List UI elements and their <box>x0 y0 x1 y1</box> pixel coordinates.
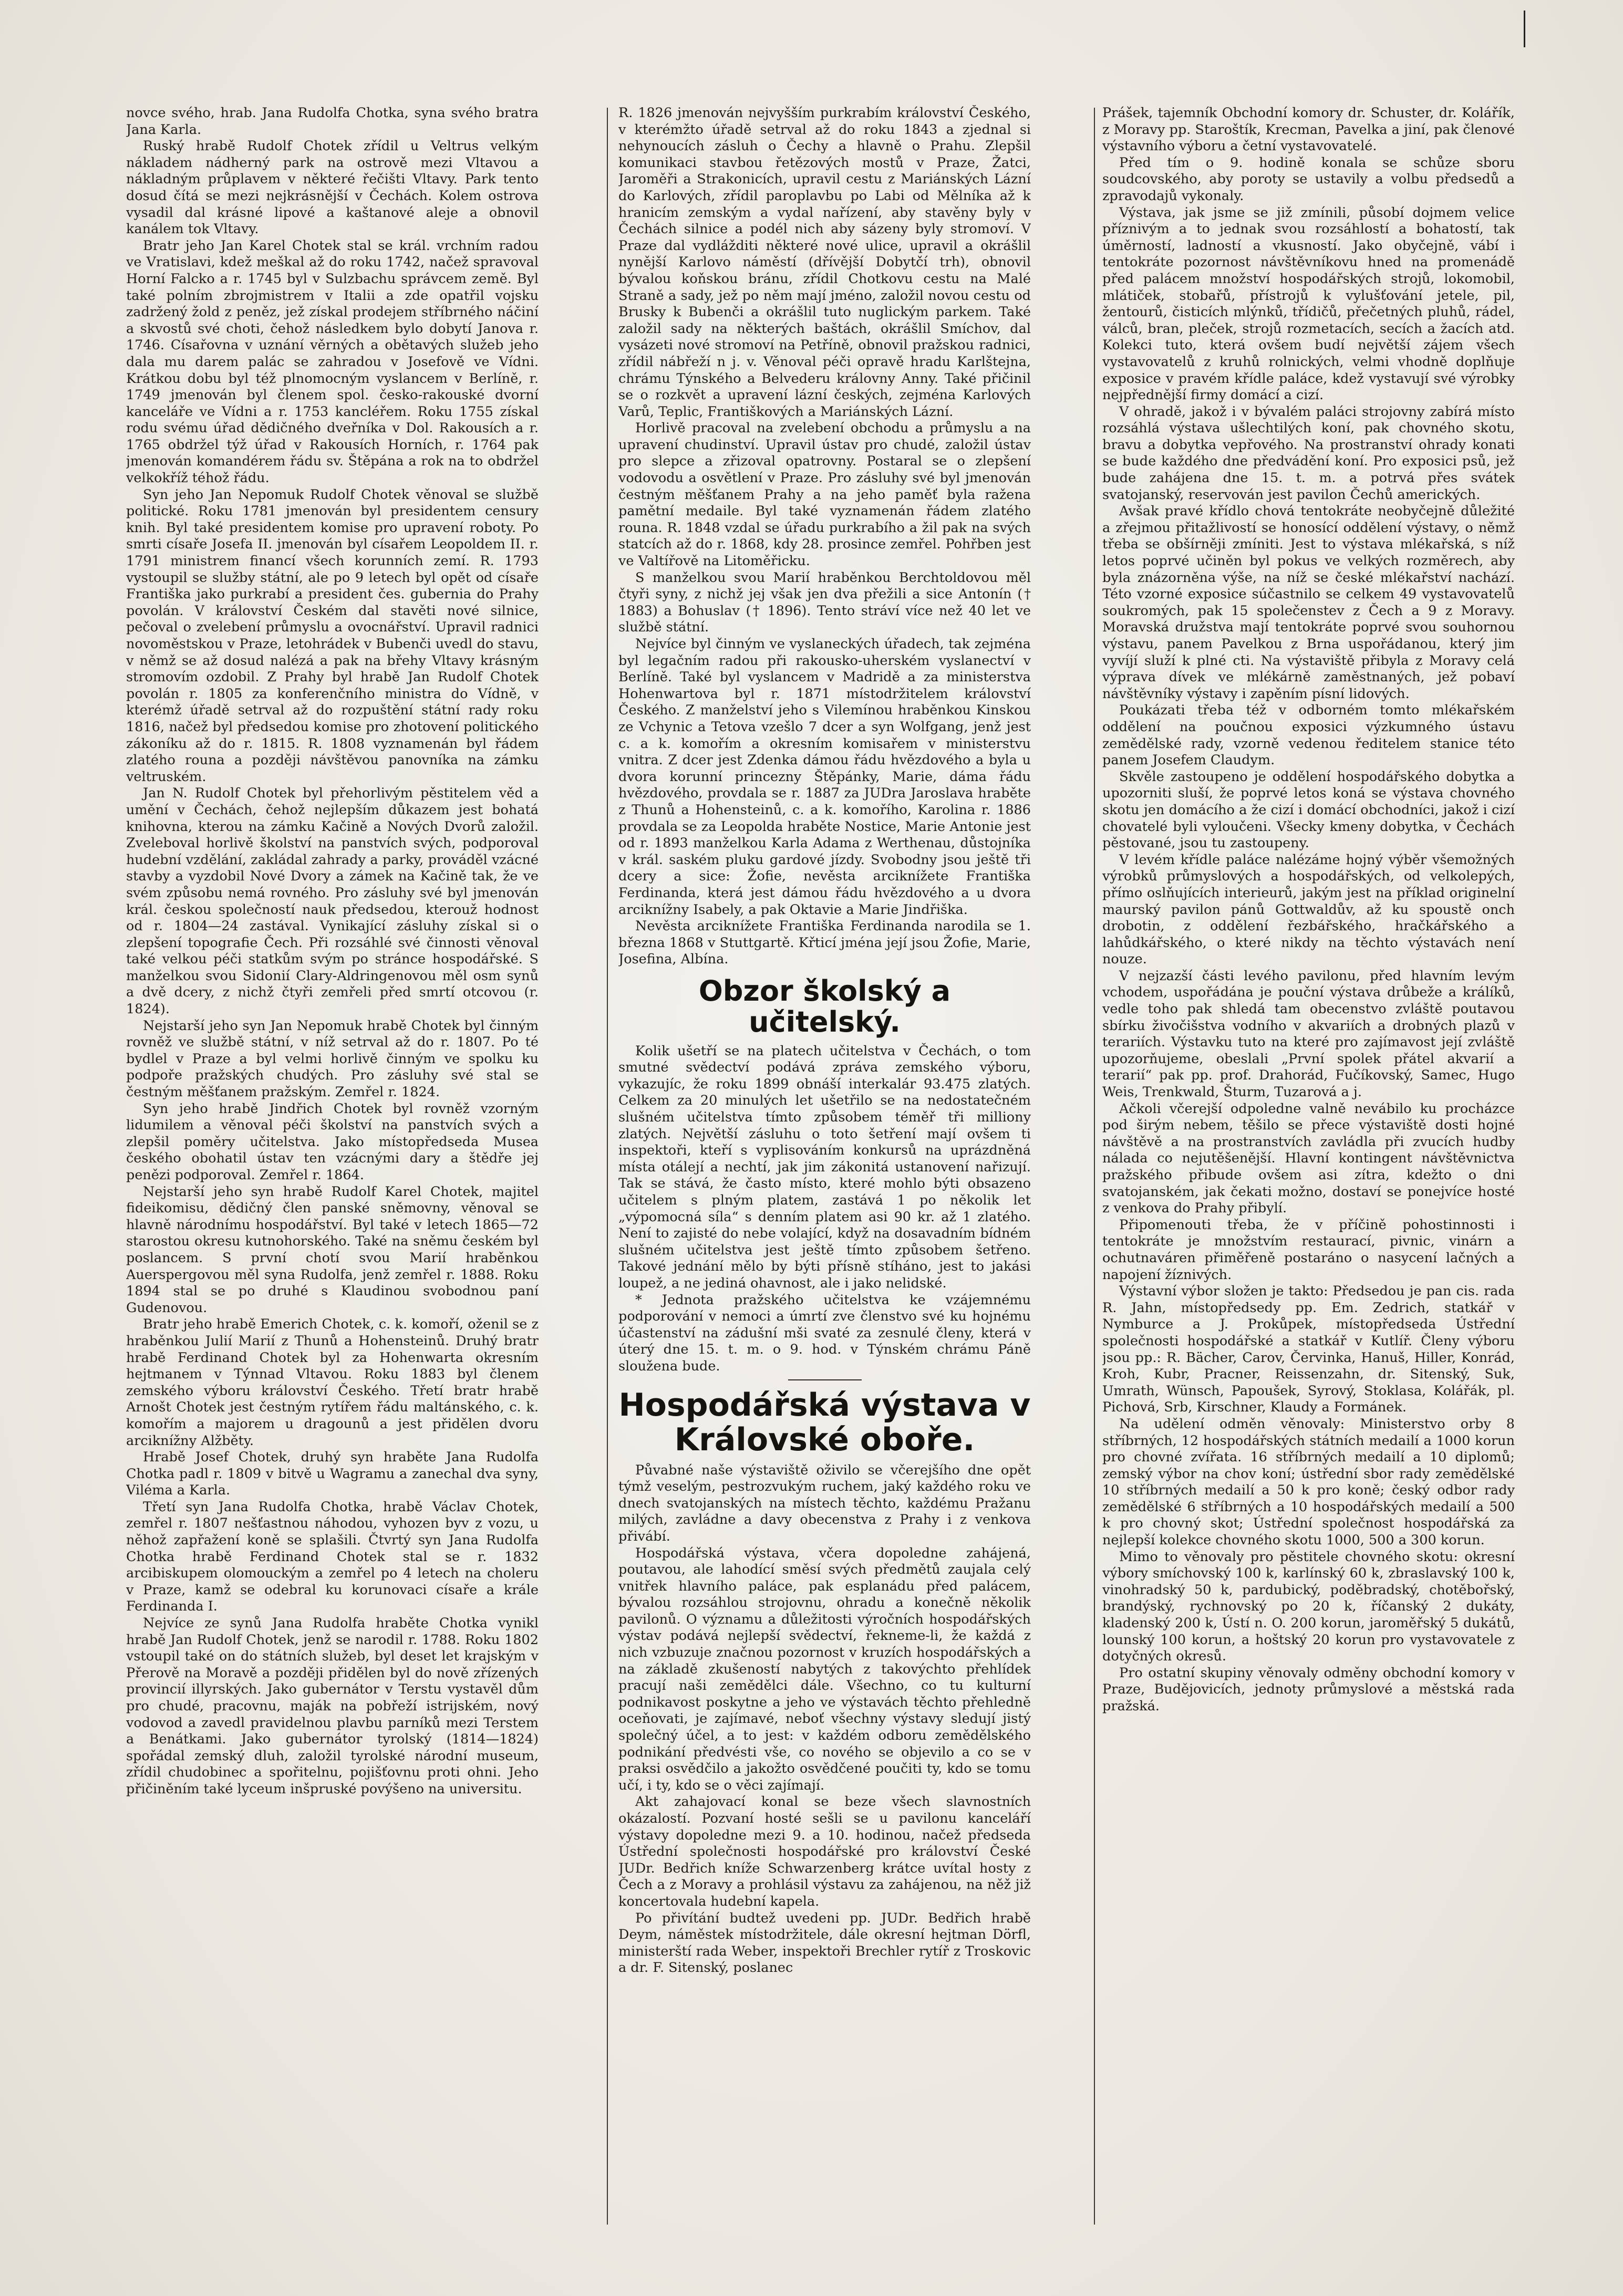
paragraph: Jan N. Rudolf Chotek byl přehorlivým pěstitelem věd a umění v Čechách, čehož nejlepším důkazem jest bohatá knihovna, kterou na zámku Kačině a Nových Dvorů založil. Zveleboval horlivě školství na panstvích svých, podporoval hudební vzdělání, zakládal zahrady a parky, prováděl vzácné stavby a vyzdobil Nové Dvory a zámek na Kačině tak, že ve svém způsobu nemá rovného. Pro zásluhy své byl jmenován král. českou společností nauk předsedou, kterouž hodnost od r. 1804—24 zastával. Vynikající zásluhy získal si o zlepšení topografie Čech. Při rozsáhlé své činnosti věnoval také velkou péči statkům svým po stránce hospodářské. S manželkou svou Sidonií Clary-Aldringenovou měl osm synů a dvě dcery, z nichž čtyři zemřeli před smrtí otcovou (r. 1824). <box>126 785 539 1017</box>
paragraph: V ohradě, jakož i v bývalém paláci strojovny zabírá místo rozsáhlá výstava ušlechtilých koní, pak chovného skotu, bravu a dobytka vepřového. Na prostranství ohrady konati se bude každého dne předvádění koní. Pro exposici psů, jež bude zahájena dne 15. t. m. a potrvá přes svátek svatojanský, reservován jest pavilon Čechů amerických. <box>1102 403 1515 503</box>
paragraph: Na udělení odměn věnovaly: Ministerstvo orby 8 stříbrných, 12 hospodářských státních medailí a 1000 korun pro chovné zvířata. 16 stříbrných medailí a 10 diplomů; zemský výbor na chov koní; ústřední sbor rady zemědělské 10 stříbrných medailí a 50 k pro koně; český odbor rady zemědělské 6 stříbrných a 10 hospodářských medailí a 500 k pro chovný skot; Ústřední společnost hospodářská za nejlepší kolekce chovného skotu 1000, 500 a 300 korun. <box>1102 1416 1515 1549</box>
paragraph: Skvěle zastoupeno je oddělení hospodářského dobytka a upozorniti sluší, že poprvé letos koná se výstava chovného skotu jen domácího a že cizí i domácí obchodníci, jakož i cizí chovatelé byli vyloučeni. Všecky kmeny dobytka, v Čechách pěstované, jsou tu zastoupeny. <box>1102 768 1515 851</box>
paragraph: Ačkoli včerejší odpoledne valně nevábilo ku procházce pod širým nebem, těšilo se přece výstaviště dosti hojné návštěvě a na prostranstvích zavládla při zvucích hudby nálada co nejutěšenější. Hlavní kontingent návštěvnictva pražského přibude ovšem asi zítra, kdežto o dni svatojanském, jak čekati možno, dostaví se ponejvíce hosté z venkova do Prahy přibylí. <box>1102 1100 1515 1217</box>
paragraph: Pro ostatní skupiny věnovaly odměny obchodní komory v Praze, Budějovicích, jednoty průmyslové a městská rada pražská. <box>1102 1665 1515 1714</box>
paragraph: Syn jeho hrabě Jindřich Chotek byl rovněž vzorným lidumilem a věnoval péči školství na panstvích svých a zlepšil poměry učitelstva. Jako místopředseda Musea českého obohatil ústav ten vzácnými dary a štědře jej penězi podporoval. Zemřel r. 1864. <box>126 1100 539 1183</box>
paragraph: Poukázati třeba též v odborném tomto mlékařském oddělení na poučnou exposici výzkumného ústavu zemědělské rady, vzorně vedenou ředitelem stanice této panem Josefem Claudym. <box>1102 702 1515 768</box>
paragraph: S manželkou svou Marií hraběnkou Berchtoldovou měl čtyři syny, z nichž jej však jen dva přežili a sice Antonín († 1883) a Bohuslav († 1896). Tento stráví více než 40 let ve službě státní. <box>618 569 1031 636</box>
paragraph: Výstavní výbor složen je takto: Předsedou je pan cis. rada R. Jahn, místopředsedy pp. Em. Zedrich, statkář v Nymburce a J. Prokůpek, místopředseda Ústřední společnosti hospodářské a statkář v Kutlíř. Členy výboru jsou pp.: R. Bächer, Carov, Červinka, Hanuš, Hiller, Konrád, Kroh, Kubr, Pracner, Reissenzahn, dr. Sitenský, Suk, Umrath, Wünsch, Papoušek, Syrový, Stoklasa, Kolářák, pl. Pichová, Srb, Kirschner, Klaudy a Formánek. <box>1102 1283 1515 1416</box>
divider <box>788 1379 862 1380</box>
paragraph: Akt zahajovací konal se beze všech slavnostních okázalostí. Pozvaní hosté sešli se u pavilonu kanceláří výstavy dopoledne mezi 9. a 10. hodinou, načež předseda Ústřední společnosti hospodářské pro království České JUDr. Bedřich kníže Schwarzenberg krátce uvítal hosty z Čech a z Moravy a prohlásil výstavu za zahájenou, na něž již koncertovala hudební kapela. <box>618 1794 1031 1909</box>
paragraph: Nejstarší jeho syn hrabě Rudolf Karel Chotek, majitel fideikomisu, dědičný člen panské sněmovny, věnoval se hlavně národnímu hospodářství. Byl také v letech 1865—72 starostou okresu kutnohorského. Také na sněmu českém byl poslancem. S první chotí svou Marií hraběnkou Auerspergovou měl syna Rudolfa, jenž zemřel r. 1888. Roku 1894 stal se po druhé s Klaudinou svobodnou paní Gudenovou. <box>126 1183 539 1316</box>
paragraph: V levém křídle paláce nalézáme hojný výběr všemožných výrobků průmyslových a hospodářských, od velkolepých, přímo oslňujících interieurů, jakým jest na příklad originelní maurský pavilon pánů Gottwaldův, až ku spoustě onch drobotin, z oddělení řezbářského, hračkářského a lahůdkářského, o které nikdy na těchto výstavách není nouze. <box>1102 851 1515 968</box>
paragraph: Hrabě Josef Chotek, druhý syn hraběte Jana Rudolfa Chotka padl r. 1809 v bitvě u Wagramu a zanechal dva syny, Viléma a Karla. <box>126 1449 539 1499</box>
paragraph: Kolik ušetří se na platech učitelstva v Čechách, o tom smutné svědectví podává zpráva zemského výboru, vykazujíc, že roku 1899 obnáší interkalár 93.475 zlatých. Celkem za 20 minulých let ušetřilo se na nedostatečném slušném učitelstva tímto způsobem téměř tři milliony zlatých. Největší zásluhu o toto šetření mají ovšem ti inspektoři, kteří s vyplisováním konkursů na uprázdněná místa otálejí a nechtí, jak jim zákonitá ustanovení nařizují. Tak se stává, že často místo, které mohlo býti obsazeno učitelem s plným platem, zastává 1 po několik let „výpomocná síla“ s denním platem asi 90 kr. až 1 zlatého. Není to zajisté do nebe volající, když na dosavadním bídném slušném učitelstva jest ještě tímto způsobem šetřeno. Takové jednání mělo by býti přísně stíháno, jest to jakási loupež, a ne jediná ohavnost, ale i jako nelidské. <box>618 1043 1031 1291</box>
paragraph: novce svého, hrab. Jana Rudolfa Chotka, syna svého bratra Jana Karla. <box>126 105 539 138</box>
paragraph: Nejvíce ze synů Jana Rudolfa hraběte Chotka vynikl hrabě Jan Rudolf Chotek, jenž se narodil r. 1788. Roku 1802 vstoupil také on do státních služeb, byl deset let krajským v Přerově na Moravě a později přidělen byl do nově zřízených provincií illyrských. Jako gubernátor v Terstu vystavěl dům pro chudé, pracovnu, maják na pobřeží istrijském, nový vodovod a zavedl pravidelnou plavbu parníků mezi Terstem a Benátkami. Jako gubernátor tyrolský (1814—1824) spořádal zemský dluh, založil tyrolské národní museum, zřídil chudobinec a spořitelnu, pojišťovnu proti ohni. Jeho přičiněním také lyceum inšpruské povýšeno na universitu. <box>126 1615 539 1797</box>
paragraph: Nejvíce byl činným ve vyslaneckých úřadech, tak zejména byl legačním radou při rakousko-uherském vyslanectví v Berlíně. Také byl vyslancem v Madridě a za ministerstva Hohenwartova byl r. 1871 místodržitelem království Českého. Z manželství jeho s Vilemínou hraběnkou Kinskou ze Vchynic a Tetova vzešlo 7 dcer a syn Wolfgang, jenž jest c. a k. komořím a okresním komisařem v ministerstvu vnitra. Z dcer jest Zdenka dámou řádu hvězdového a byla u dvora korunní princezny Štěpánky, Marie, dáma řádu hvězdového, provdala se r. 1887 za JUDra Jaroslava hraběte z Thunů a Hohensteinů, c. a k. komořího, Karolina r. 1886 provdala se za Leopolda hraběte Nostice, Marie Antonie jest od r. 1893 manželkou Karla Adama z Werthenau, důstojníka v král. saském pluku gardové jízdy. Svobodny jsou ještě tři dcery a sice: Žofie, nevěsta arciknížete Františka Ferdinanda, která jest dámou řádu hvězdového a u dvora arciknížny Isabely, a pak Oktavie a Marie Jindřiška. <box>618 636 1031 918</box>
column-rule <box>1094 108 1095 2225</box>
section-heading-school: Obzor školský a učitelský. <box>698 974 951 1039</box>
paragraph: * Jednota pražského učitelstva ke vzájemnému podporování v nemoci a úmrtí zve členstvo své ku hojnému účastenství na zádušní mši svaté za zesnulé členy, která v úterý dne 15. t. m. o 9. hod. v Týnském chrámu Páně sloužena bude. <box>618 1292 1031 1374</box>
paragraph: V nejzazší části levého pavilonu, před hlavním levým vchodem, uspořádána je pouční výstava drůbeže a králíků, vedle toho pak shledá tam obecenstvo zvláště poutavou sbírku živočišstva vodního v akvariích a drobných plazů v terariích. Výstavku tuto na které pro zajímavost její zvláště upozorňujeme, obeslali „První spolek přátel akvarií a terarií“ pak pp. prof. Drahorád, Fučíkovský, Samec, Hugo Weis, Trenkwald, Šturm, Tuzarová a j. <box>1102 968 1515 1100</box>
paragraph: Horlivě pracoval na zvelebení obchodu a průmyslu a na upravení chudinství. Upravil ústav pro chudé, založil ústav pro slepce a zřizoval opatrovny. Postaral se o zlepšení vodovodu a osvětlení v Praze. Pro zásluhy své byl jmenován čestným měšťanem Prahy a na jeho paměť byla ražena pamětní medaile. Byl také vyznamenán řádem zlatého rouna. R. 1848 vzdal se úřadu purkrabího a žil pak na svých statcích až do r. 1868, kdy 28. prosince zemřel. Pohřben jest ve Valtířově na Litoměřicku. <box>618 420 1031 569</box>
paragraph: Bratr jeho hrabě Emerich Chotek, c. k. komoří, oženil se z hraběnkou Julií Marií z Thunů a Hohensteinů. Druhý bratr hrabě Ferdinand Chotek byl za Hohenwarta okresním hejtmanem v Týnnad Vltavou. Roku 1883 byl členem zemského výboru království Českého. Třetí bratr hrabě Arnošt Chotek jest čestným rytířem řádu maltánského, c. k. komořím a majorem u dragounů a jest přidělen dvoru arciknížny Alžběty. <box>126 1316 539 1449</box>
paragraph: Bratr jeho Jan Karel Chotek stal se král. vrchním radou ve Vratislavi, kdež meškal až do roku 1742, načež spravoval Horní Falcko a r. 1745 byl v Sulzbachu správcem země. Byl také polním zbrojmistrem v Italii a zde opatřil vojsku zadržený žold z peněz, jež získal prodejem stříbrného náčiní a skvostů své choti, čehož následkem bylo dobytí Janova r. 1746. Císařovna v uznání věrných a obětavých služeb jeho dala mu darem palác se zahradou v Josefově ve Vídni. Krátkou dobu byl též plnomocným vyslancem v Berlíně, r. 1749 jmenován byl členem spol. česko-rakouské dvorní kanceláře ve Vídni a r. 1753 kancléřem. Roku 1755 získal rodu svému úřad dědičného dveřníka v Dol. Rakousích a r. 1765 obdržel týž úřad v Rakousích Horních, r. 1764 pak jmenován komandérem řádu sv. Štěpána a rok na to obdržel velkokříž téhož řádu. <box>126 237 539 486</box>
column-middle <box>618 105 1031 2227</box>
paragraph: Prášek, tajemník Obchodní komory dr. Schuster, dr. Kolářík, z Moravy pp. Staroštík, Krecman, Pavelka a jiní, pak členové výstavního výboru a četní vystavovatelé. <box>1102 105 1515 154</box>
paragraph: Syn jeho Jan Nepomuk Rudolf Chotek věnoval se službě politické. Roku 1781 jmenován byl presidentem censury knih. Byl také presidentem komise pro upravení roboty. Po smrti císaře Josefa II. jmenován byl císařem Leopoldem II. r. 1791 ministrem financí všech korunních zemí. R. 1793 vystoupil se služby státní, ale po 9 letech byl opět od císaře Františka jako purkrabí a president čes. gubernia do Prahy povolán. V království Českém dal stavěti nové silnice, pečoval o zvelebení průmyslu a ovocnářství. Upravil radnici novoměstskou v Praze, letohrádek v Bubenči uvedl do stavu, v němž se až dosud nalézá a pak na břehy Vltavy krásným stromovím ozdobil. Z Prahy byl hrabě Jan Rudolf Chotek povolán r. 1805 za konferenčního ministra do Vídně, v kterémž úřadě setrval až do rozpuštění státní rady roku 1816, načež byl předsedou komise pro zhotovení politického zákoníku až do r. 1815. R. 1808 vyznamenán byl řádem zlatého rouna a později návštěvou panovníka na zámku veltruském. <box>126 486 539 785</box>
column-left <box>126 105 539 2227</box>
column-rule <box>607 108 608 2225</box>
paragraph: Výstava, jak jsme se již zmínili, působí dojmem velice příznivým a to jednak svou rozsáhlostí a bohatostí, tak úměrností, ladností a vkusností. Jako obyčejně, vábí i tentokráte pozornost návštěvníkovu hned na promenádě před palácem množství hospodářských strojů, lokomobil, mlátiček, stobařů, přístrojů k vylušťování jetele, pil, žentourů, čisticích mlýnků, třídičů, přečetných pluhů, rádel, válců, bran, pleček, strojů rozmetacích, secích a žacích atd. Kolekci tuto, která ovšem budí největší zájem všech vystavovatelů z kruhů rolnických, velmi vhodně doplňuje exposice v pravém křídle paláce, kdež vystavují své výrobky nejpřednější firmy domácí a cizí. <box>1102 204 1515 403</box>
paragraph: Před tím o 9. hodině konala se schůze sboru soudcovského, aby poroty se ustavily a volbu předsedů a zpravodajů vykonaly. <box>1102 154 1515 204</box>
column-right <box>1102 105 1515 2227</box>
paragraph: Nejstarší jeho syn Jan Nepomuk hrabě Chotek byl činným rovněž ve službě státní, v níž setrval až do r. 1807. Po té bydlel v Praze a byl velmi horlivě činným ve spolku ku podpoře pražských chudých. Pro zásluhy své stal se čestným měšťanem pražským. Zemřel r. 1824. <box>126 1017 539 1100</box>
paragraph: Po přivítání budtež uvedeni pp. JUDr. Bedřich hrabě Deym, náměstek místodržitele, dále okresní hejtman Dörfl, ministerští rada Weber, inspektoři Brechler rytíř z Troskovic a dr. F. Sitenský, poslanec <box>618 1910 1031 1976</box>
paragraph: Nevěsta arciknížete Františka Ferdinanda narodila se 1. března 1868 v Stuttgartě. Křticí jména její jsou Žofie, Marie, Josefina, Albína. <box>618 918 1031 968</box>
section-heading-exhibition: Hospodářská výstava v Královské oboře. <box>618 1386 1031 1458</box>
paragraph: Avšak pravé křídlo chová tentokráte neobyčejně důležité a zřejmou přitažlivostí se honosící oddělení výstavy, o němž třeba se obšírněji zmíniti. Jest to výstava mlékařská, s níž letos poprvé učiněn byl pokus ve velkých rozměrech, aby byla znázorněna výše, na níž se české mlékařství nachází. Této vzorné exposice súčastnilo se celkem 49 vystavovatelů soukromých, pak 15 společenstev z Čech a 9 z Moravy. Moravská družstva mají tentokráte poprvé svou souhornou výstavu, panem Pavelkou z Brna uspořádanou, který jim vyvíjí služí k plné cti. Na výstaviště přibyla z Moravy celá výprava dívek ve mlékárně zaměstnaných, jež pobaví návštěvníky výstavy i zapěním písní lidových. <box>1102 503 1515 702</box>
paragraph: Půvabné naše výstaviště oživilo se včerejšího dne opět týmž veselým, pestrozvukým ruchem, jaký každého roku ve dnech svatojanských na místech těchto, každému Pražanu milých, zavládne a davy obecenstva z Prahy i z venkova přivábí. <box>618 1462 1031 1544</box>
paragraph: R. 1826 jmenován nejvyšším purkrabím království Českého, v kterémžto úřadě setrval až do roku 1843 a zjednal si nehynoucích zásluh o Čechy a hlavně o Prahu. Zlepšil komunikaci stavbou řetězových mostů v Praze, Žatci, Jaroměři a Strakonicích, upravil cestu z Mariánských Lázní do Karlových, zřídil paroplavbu po Labi od Mělníka až k hranicím zemským a vydal nařízení, aby stavěny byly v Čechách silnice a podél nich aby sázeny byly stromoví. V Praze dal vydlážditi některé nové ulice, upravil a okrášlil nynější Karlovo náměstí (dřívější Dobytčí trh), obnovil bývalou koňskou bránu, zřídil Chotkovu cestu na Malé Straně a sady, jež po něm mají jméno, založil novou cestu od Brusky k Bubenči a okrášlil tuto nuglickým parkem. Také založil sady na některých baštách, okrášlil Smíchov, dal vysázeti nové stromoví na Petříně, obnovil pražskou radnici, zřídil nábřeží n j. v. Věnoval péči opravě hradu Karlštejna, chrámu Týnského a Belvederu královny Anny. Také přičinil se o rozkvět a upravení lázní českých, zejména Karlových Varů, Teplic, Františkových a Mariánských Lázní. <box>618 105 1031 420</box>
page-edge-mark <box>1524 11 1525 47</box>
paragraph: Třetí syn Jana Rudolfa Chotka, hrabě Václav Chotek, zemřel r. 1807 nešťastnou náhodou, vyhozen byv z vozu, u něhož zapřažení koně se splašili. Čtvrtý syn Jana Rudolfa Chotka hrabě Ferdinand Chotek stal se r. 1832 arcibiskupem olomouckým a zemřel po 4 letech na choleru v Praze, kamž se odebral ku korunovaci císaře a krále Ferdinanda I. <box>126 1499 539 1615</box>
paragraph: Mimo to věnovaly pro pěstitele chovného skotu: okresní výbory smíchovský 100 k, karlínský 60 k, zbraslavský 100 k, vinohradský 50 k, pardubický, poděbradský, chotěbořský, brandýský, rychnovský po 20 k, říčanský 2 dukáty, kladenský 200 k, Ústí n. O. 200 korun, jaroměřský 5 dukátů, lounský 100 korun, a hoštský 20 korun pro vystavovatele z dotyčných okresů. <box>1102 1549 1515 1665</box>
paragraph: Připomenouti třeba, že v příčině pohostinnosti i tentokráte je množstvím restaurací, pivnic, vinárn a ochutnaváren přiměřeně postaráno o nasycení lačných a napojení žíznivých. <box>1102 1217 1515 1283</box>
paragraph: Ruský hrabě Rudolf Chotek zřídil u Veltrus velkým nákladem nádherný park na ostrově mezi Vltavou a nákladným průplavem v některé řečišti Vltavy. Park tento dosud čítá se mezi nejkrásnější v Čechách. Kolem ostrova vysadil dal krásné lipové a kaštanové aleje a obnovil kanálem tok Vltavy. <box>126 138 539 237</box>
paragraph: Hospodářská výstava, včera dopoledne zahájená, poutavou, ale lahodící směsí svých předmětů zaujala celý vnitřek hlavního paláce, pak esplanádu před palácem, bývalou rozsáhlou strojovnu, ohradu a konečně několik pavilonů. O významu a důležitosti výročních hospodářských výstav podává nejlepší svědectví, řekneme-li, že každá z nich vzbuzuje značnou pozornost v kruzích hospodářských a na základě zkušeností nabytých z takovýchto přehlídek pracují naši zemědělci dále. Všechno, co tu kulturní podnikavost poskytne a jeho ve výstavách těchto přehledně oceňovati, je zajímavé, neboť všechny výstavy sledují jistý společný účel, a to jest: v každém odboru zemědělského podnikání předvésti vše, co nového se objevilo a co se v praksi osvědčilo a jakožto osvědčené poučiti ty, kdo se tomu učí, i ty, kdo se o věci zajímají. <box>618 1545 1031 1793</box>
